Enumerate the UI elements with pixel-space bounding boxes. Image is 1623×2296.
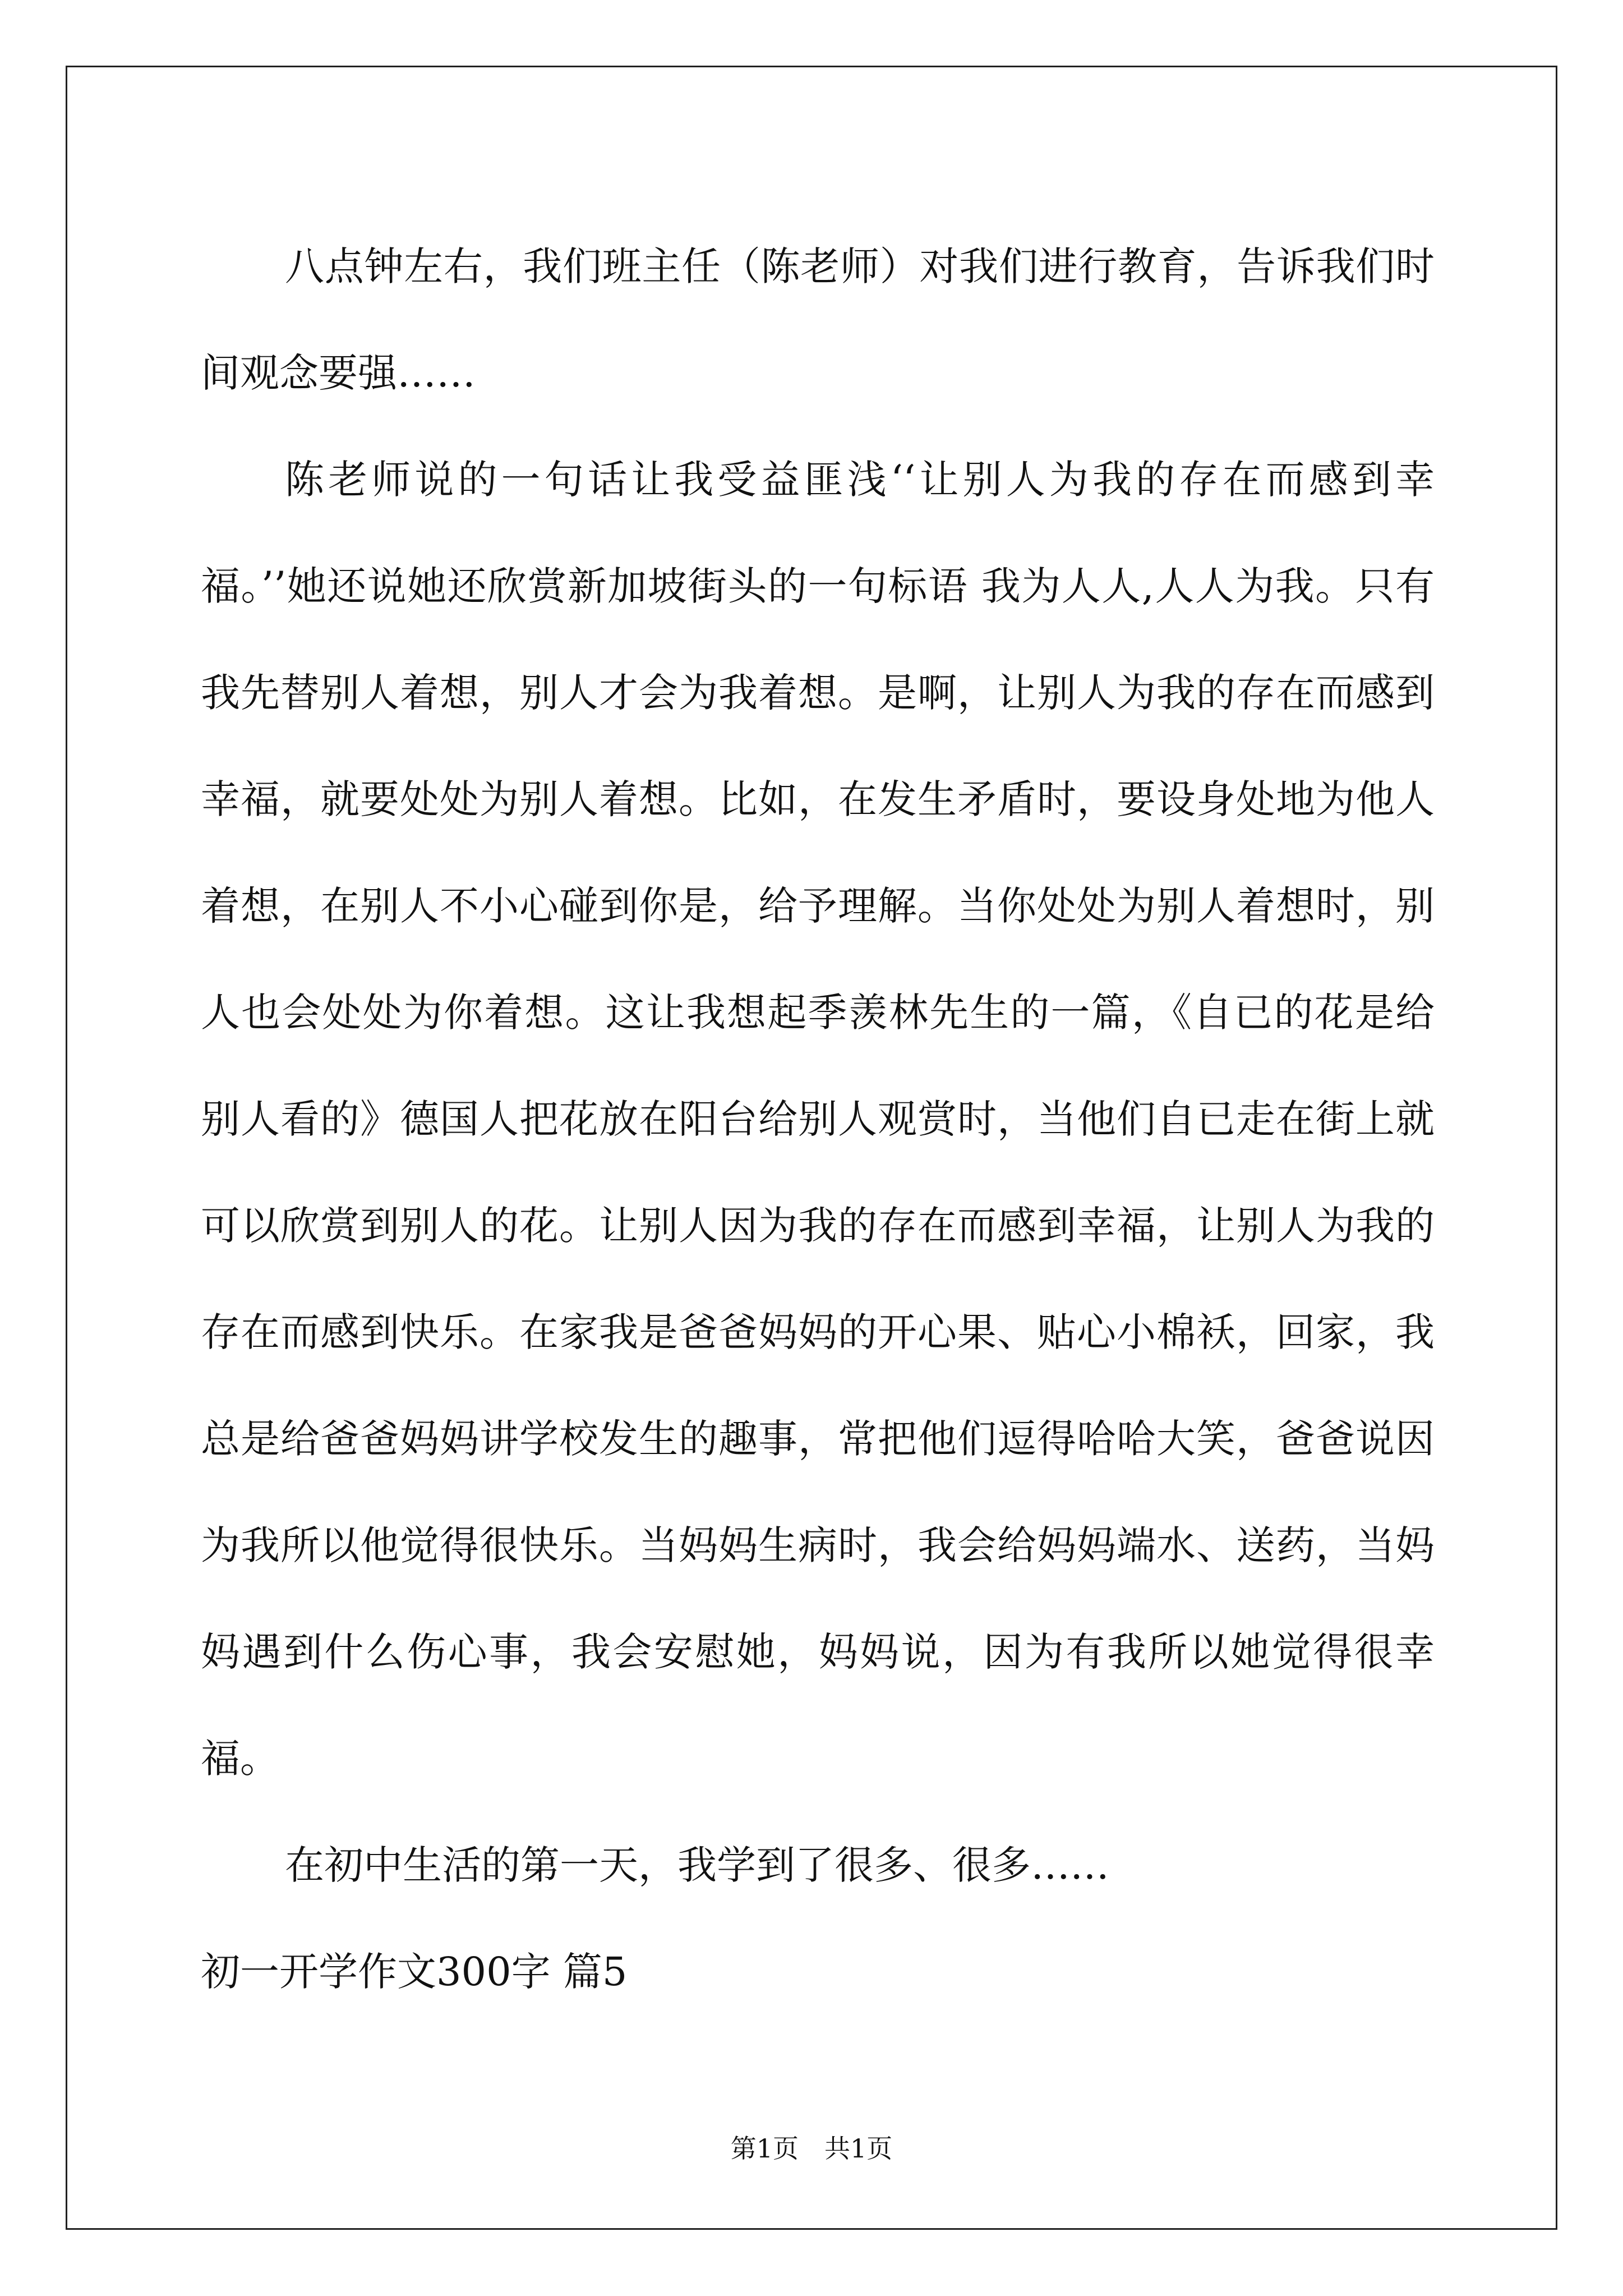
paragraph-3: 在初中生活的第一天，我学到了很多、很多……	[285, 1842, 1109, 1888]
paragraph-1: 八点钟左右，我们班主任（陈老师）对我们进行教育，告诉我们时间观念要强……	[201, 243, 1435, 396]
page-footer: 第1页 共1页	[730, 2133, 893, 2164]
document-body	[201, 213, 1435, 2025]
section-heading: 初一开学作文300字 篇5	[201, 1949, 628, 1995]
paragraph-2: 陈老师说的一句话让我受益匪浅‘‘让别人为我的存在而感到幸福。’’她还说她还欣赏新加坡街头的一句标语 我为人人,人人为我。只有我先替别人着想，别人才会为我着想。是啊，让别人为我的存在而感到幸福，就要处处为别人着想。比如，在发生矛盾时，要设身处地为他人着想，在别人不小心碰到你是，给予理解。当你处处为别人着想时，别人也会处处为你着想。这让我想起季羡林先生的一篇，《自已的花是给别人看的》德国人把花放在阳台给别人观赏时，当他们自已走在街上就可以欣赏到别人的花。让别人因为我的存在而感到幸福，让别人为我的存在而感到快乐。在家我是爸爸妈妈的开心果、贴心小棉袄，回家，我总是给爸爸妈妈讲学校发生的趣事，常把他们逗得哈哈大笑，爸爸说因为我所以他觉得很快乐。当妈妈生病时，我会给妈妈端水、送药，当妈妈遇到什么伤心事，我会安慰她，妈妈说，因为有我所以她觉得很幸福。	[201, 457, 1435, 1782]
